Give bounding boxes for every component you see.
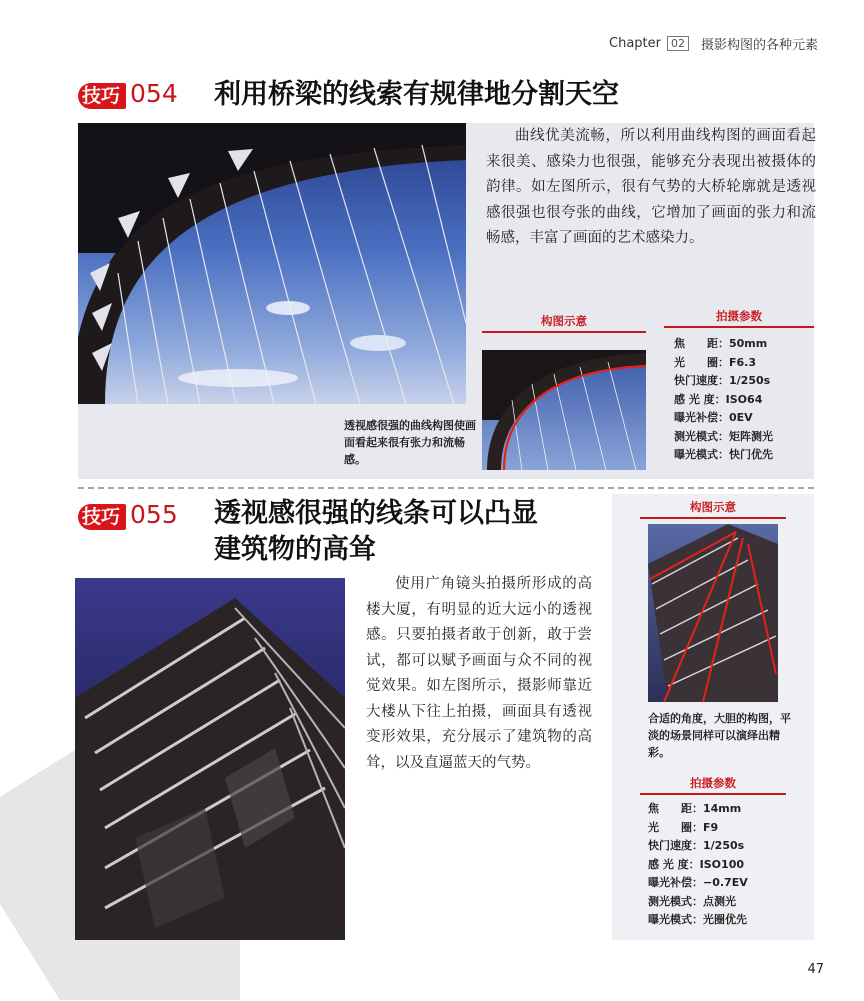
param-row: 感 光 度：ISO100: [648, 857, 744, 871]
section-divider: [78, 487, 814, 489]
page-number: 47: [807, 962, 824, 977]
tip-tag: 技巧: [78, 504, 126, 530]
tip-054-badge: [78, 81, 178, 109]
param-row: 曝光模式：快门优先: [674, 448, 773, 461]
composition-thumbnail-bridge: [482, 350, 646, 470]
label-rule: [640, 793, 786, 795]
bridge-photo-caption: 透视感很强的曲线构图使画面看起来很有张力和流畅感。: [344, 419, 476, 466]
param-row: 测光模式：矩阵测光: [674, 429, 773, 443]
param-row: 曝光补偿：0EV: [674, 411, 753, 424]
building-photo: [75, 578, 345, 940]
tip-055-title-line1: 透视感很强的线条可以凸显: [214, 498, 538, 529]
label-rule: [640, 517, 786, 519]
param-row: 测光模式：点测光: [648, 894, 736, 908]
param-row: 焦 距：50mm: [674, 337, 768, 350]
params-list-054: [674, 335, 773, 465]
params-list-055: [648, 800, 748, 930]
building-thumbnail-caption: 合适的角度，大胆的构图，平淡的场景同样可以演绎出精彩。: [648, 712, 791, 759]
tip-number: 054: [130, 79, 178, 108]
chapter-label: Chapter: [609, 36, 661, 51]
tip-number: 055: [130, 500, 178, 529]
composition-label-054: 构图示意: [541, 314, 587, 328]
tip-055-paragraph: 使用广角镜头拍摄所形成的高楼大厦，有明显的近大远小的透视感。只要拍摄者敢于创新，敢于尝试，都可以赋予画面与众不同的视觉效果。如左图所示，摄影师靠近大楼从下往上拍摄，画面具有透视变形效果，充分展示了建筑物的高耸，以及直逼蓝天的气势。: [366, 576, 592, 771]
running-header: [609, 34, 818, 53]
param-row: 快门速度：1/250s: [648, 839, 745, 852]
bridge-photo: [78, 123, 466, 404]
tip-055-badge: [78, 502, 178, 530]
params-label-055: 拍摄参数: [690, 776, 736, 790]
tip-054-paragraph: 曲线优美流畅，所以利用曲线构图的画面看起来很美、感染力也很强，能够充分表现出被摄体的韵律。如左图所示，很有气势的大桥轮廓就是透视感很强也很夸张的曲线，它增加了画面的张力和流畅感，丰富了画面的艺术感染力。: [486, 128, 816, 246]
tip-054-title: 利用桥梁的线索有规律地分割天空: [214, 79, 619, 110]
param-row: 快门速度：1/250s: [674, 374, 771, 387]
param-row: 曝光模式：光圈优先: [648, 913, 747, 926]
chapter-title: 摄影构图的各种元素: [700, 38, 818, 53]
composition-thumbnail-building: [648, 524, 778, 702]
params-label-054: 拍摄参数: [716, 309, 762, 323]
param-row: 光 圈：F9: [648, 820, 719, 834]
composition-label-055: 构图示意: [690, 500, 736, 514]
label-rule: [482, 331, 646, 333]
tip-tag: 技巧: [78, 83, 126, 109]
param-row: 曝光补偿：−0.7EV: [648, 876, 748, 889]
tip-055-title-line2: 建筑物的高耸: [214, 534, 376, 565]
param-row: 焦 距：14mm: [648, 802, 742, 815]
chapter-number: 02: [667, 36, 689, 51]
param-row: 感 光 度：ISO64: [674, 392, 763, 406]
label-rule: [664, 326, 814, 328]
param-row: 光 圈：F6.3: [674, 355, 757, 369]
